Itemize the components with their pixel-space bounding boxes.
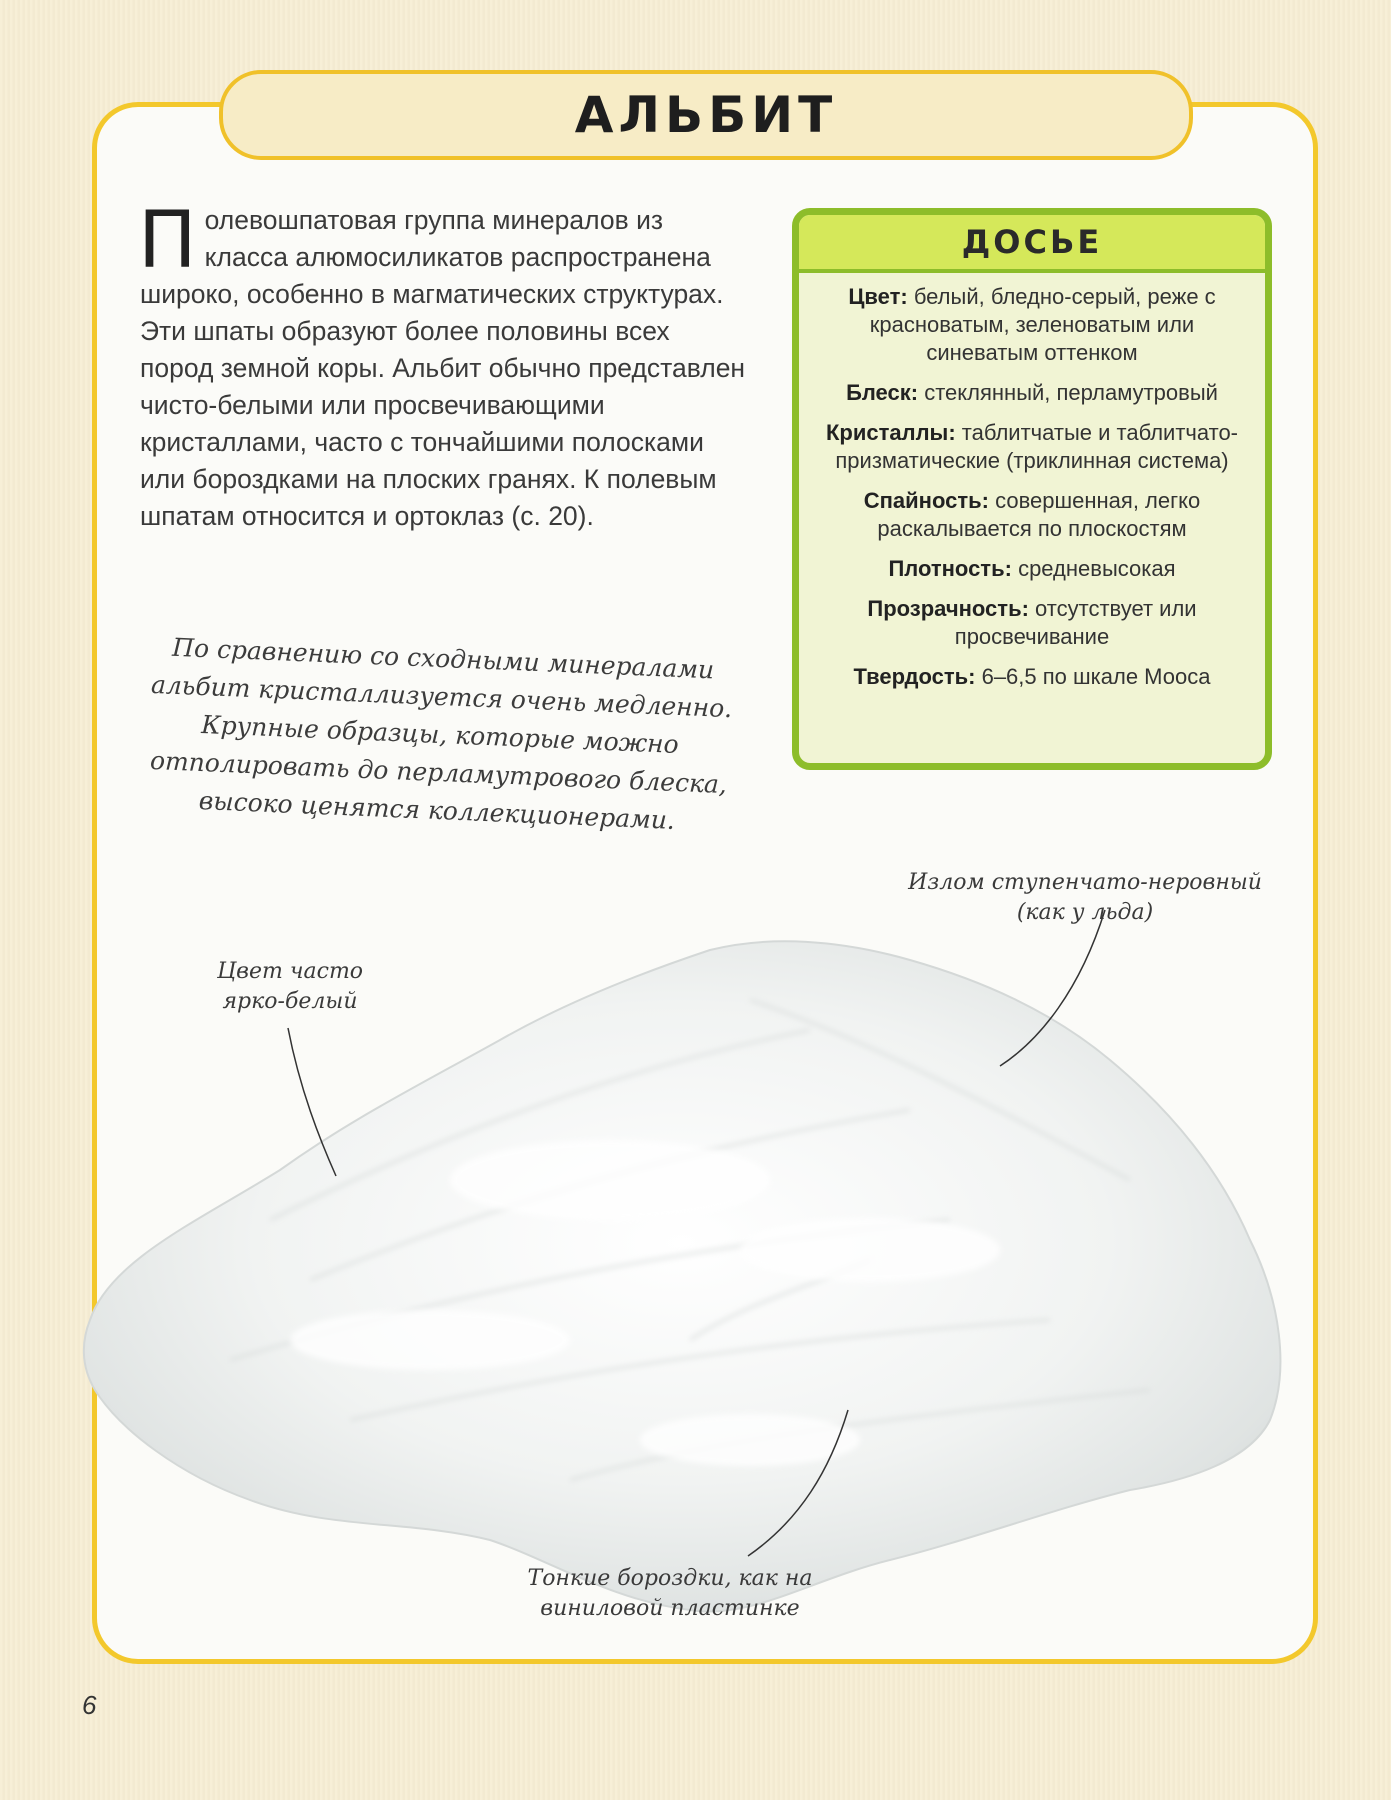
annotation-fracture: Излом ступенчато-неровный (как у льда) (908, 870, 1262, 925)
annotation-grooves: Тонкие бороздки, как на виниловой пластинке (527, 1566, 813, 1621)
dossier-label: Цвет: (848, 284, 908, 309)
dossier-value: отсутствует или просвечивание (954, 596, 1197, 649)
dossier-label: Плотность: (888, 556, 1012, 581)
annotation-color: Цвет часто ярко-белый (216, 959, 364, 1014)
intro-text: олевошпатовая группа минералов из класса алюмосиликатов распространена широко, особенно в магматических структурах. Эти шпаты образуют более половины всех пород земной коры. Альбит обычно представлен чисто-белыми или просвечивающими кристаллами, часто с тончайшими полосками или бороздками на плоских гранях. К полевым шпатам относится и ортоклаз (с. 20). (140, 205, 746, 531)
dossier-label: Блеск: (846, 380, 919, 405)
handwritten-note: По сравнению со сходными минералами альбит кристаллизуется очень медленно. Крупные образцы, которые можно отполировать до перламутрового блеска, высоко ценятся коллекционерами. (149, 632, 733, 835)
page-number: 6 (82, 1690, 97, 1720)
dossier-value: таблитчатые и таблитчато-призматические (триклинная система) (835, 420, 1239, 473)
dossier-value: совершенная, легко раскалывается по плоскостям (877, 488, 1201, 541)
dossier-value: средневысокая (1018, 556, 1176, 581)
drop-cap: П (138, 196, 197, 286)
dossier-value: стеклянный, перламутровый (924, 380, 1218, 405)
dossier-value: 6–6,5 по шкале Мооса (981, 664, 1211, 689)
dossier-label: Кристаллы: (825, 420, 956, 445)
dossier-title: ДОСЬЕ (961, 223, 1103, 261)
page-title: АЛЬБИТ (574, 86, 838, 144)
dossier-value: белый, бледно-серый, реже с красноватым, зеленоватым или синеватым оттенком (869, 284, 1216, 365)
dossier-label: Твердость: (853, 664, 976, 689)
dossier-label: Спайность: (863, 488, 989, 513)
dossier-label: Прозрачность: (867, 596, 1029, 621)
